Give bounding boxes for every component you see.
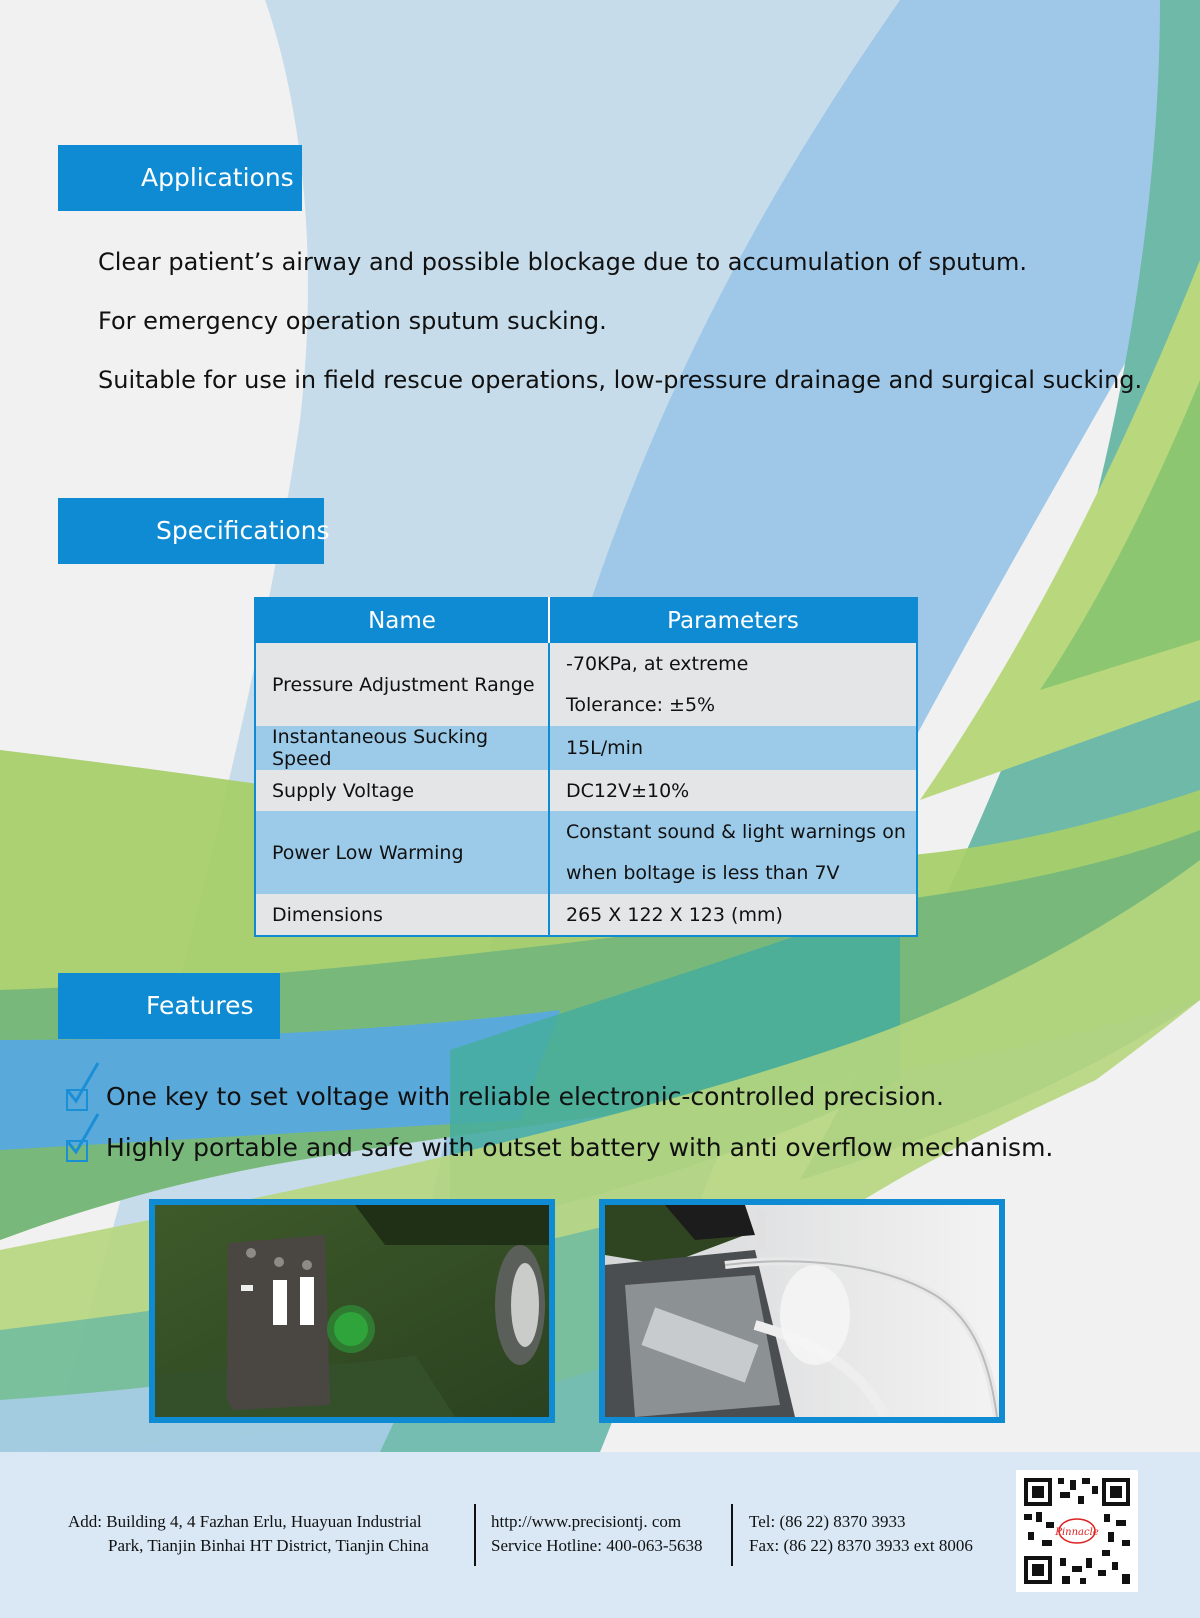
footer-fax: Fax: (86 22) 8370 3933 ext 8006 [749, 1536, 973, 1555]
qr-code [1016, 1470, 1138, 1592]
product-control-panel-photo [149, 1199, 555, 1423]
table-row [255, 894, 917, 936]
spec-param [549, 811, 917, 894]
application-item: For emergency operation sputum sucking. [98, 307, 607, 335]
table-header-row [255, 598, 917, 643]
column-header-parameters: Parameters [549, 598, 917, 643]
application-item: Clear patient’s airway and possible blockage due to accumulation of sputum. [98, 248, 1028, 276]
spec-name: Supply Voltage [255, 770, 549, 811]
specifications-table [254, 597, 918, 937]
spec-param: 265 X 122 X 123 (mm) [549, 894, 917, 936]
feature-text: One key to set voltage with reliable electronic-controlled precision. [106, 1082, 944, 1111]
applications-heading: Applications [58, 145, 302, 211]
spec-name: Pressure Adjustment Range [255, 643, 549, 726]
spec-name: Dimensions [255, 894, 549, 936]
checkbox-check-icon [64, 1083, 90, 1109]
product-tube-photo [599, 1199, 1005, 1423]
spec-param: 15L/min [549, 726, 917, 770]
svg-text:Pinnacle: Pinnacle [1055, 1527, 1099, 1538]
footer-address-line2: Park, Tianjin Binhai HT District, Tianjin China [108, 1536, 429, 1555]
table-row [255, 811, 917, 894]
features-heading: Features [58, 973, 280, 1039]
feature-item [64, 1133, 1053, 1162]
column-header-name: Name [255, 598, 549, 643]
table-row [255, 643, 917, 726]
table-row [255, 726, 917, 770]
footer-divider [731, 1504, 733, 1566]
footer-divider [474, 1504, 476, 1566]
footer-hotline: Service Hotline: 400-063-5638 [491, 1536, 703, 1555]
feature-item [64, 1082, 944, 1111]
specifications-heading: Specifications [58, 498, 324, 564]
application-item: Suitable for use in field rescue operations, low-pressure drainage and surgical sucking. [98, 366, 1143, 394]
spec-param-line: -70KPa, at extreme [566, 652, 749, 675]
spec-param-line: when boltage is less than 7V [566, 861, 840, 884]
table-row [255, 770, 917, 811]
spec-param: DC12V±10% [549, 770, 917, 811]
spec-param-line: Tolerance: ±5% [566, 693, 716, 716]
spec-param-line: Constant sound & light warnings on [566, 820, 906, 843]
spec-name: Power Low Warming [255, 811, 549, 894]
spec-name: Instantaneous Sucking Speed [255, 726, 549, 770]
footer-tel: Tel: (86 22) 8370 3933 [749, 1512, 906, 1531]
footer-website-link[interactable]: http://www.precisiontj. com [491, 1512, 682, 1531]
spec-param [549, 643, 917, 726]
checkbox-check-icon [64, 1134, 90, 1160]
footer-address-line1: Add: Building 4, 4 Fazhan Erlu, Huayuan Industrial [68, 1512, 422, 1531]
feature-text: Highly portable and safe with outset battery with anti overflow mechanism. [106, 1133, 1054, 1162]
